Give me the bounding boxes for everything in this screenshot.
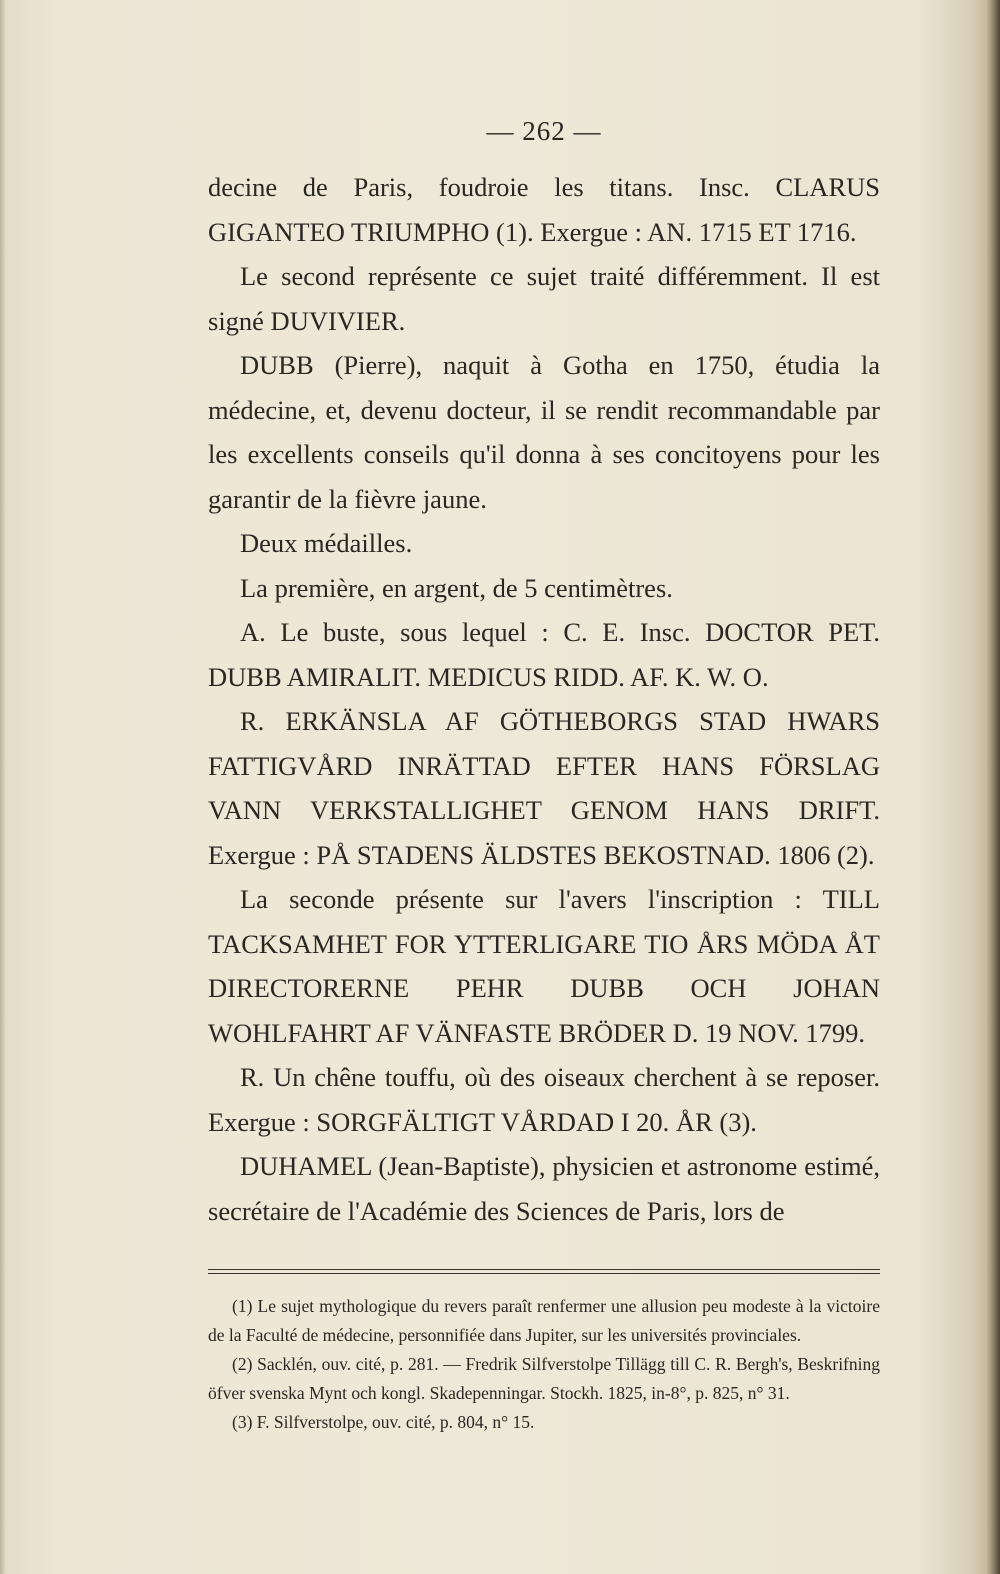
page-left-shadow (0, 0, 6, 1574)
footnote-2: (2) Sacklén, ouv. cité, p. 281. — Fredrik Silfverstolpe Tillägg till C. R. Bergh's, Beskrifning öfver svenska Mynt och kongl. Skadepenningar. Stockh. 1825, in-8°, p. 825, n° 31. (208, 1354, 880, 1403)
page-content (208, 116, 880, 1437)
paragraph-oak-reverse: R. Un chêne touffu, où des oiseaux cherchent à se reposer. Exergue : SORGFÄLTIGT VÅRDAD I 20. ÅR (3). (208, 1062, 880, 1137)
entry-duhamel: DUHAMEL (Jean-Baptiste), physicien et astronome estimé, secrétaire de l'Académie des Sciences de Paris, lors de (208, 1151, 880, 1226)
footnote-3: (3) F. Silfverstolpe, ouv. cité, p. 804, n° 15. (232, 1412, 535, 1432)
paragraph-obverse: A. Le buste, sous lequel : C. E. Insc. DOCTOR PET. DUBB AMIRALIT. MEDICUS RIDD. AF. K. W. O. (208, 617, 880, 692)
paragraph-second-medal: Le second représente ce sujet traité différemment. Il est signé DUVIVIER. (208, 261, 880, 336)
paragraph-second-inscription: La seconde présente sur l'avers l'inscription : TILL TACKSAMHET FOR YTTERLIGARE TIO ÅRS MÖDA ÅT DIRECTORERNE PEHR DUBB OCH JOHAN WOHLFAHRT AF VÄNFASTE BRÖDER D. 19 NOV. 1799. (208, 884, 880, 1048)
paragraph-two-medals: Deux médailles. (240, 528, 413, 558)
page-right-shadow (986, 0, 1000, 1574)
paragraph-titans: decine de Paris, foudroie les titans. Insc. CLARUS GIGANTEO TRIUMPHO (1). Exergue : AN. 1715 ET 1716. (208, 172, 880, 247)
footnote-rule (208, 1269, 880, 1274)
paragraph-reverse: R. ERKÄNSLA AF GÖTHEBORGS STAD HWARS FATTIGVÅRD INRÄTTAD EFTER HANS FÖRSLAG VANN VERKSTALLIGHET GENOM HANS DRIFT. Exergue : PÅ STADENS ÄLDSTES BEKOSTNAD. 1806 (2). (208, 706, 880, 870)
paragraph-first-medal: La première, en argent, de 5 centimètres. (240, 572, 673, 603)
footnote-1: (1) Le sujet mythologique du revers paraît renfermer une allusion peu modeste à la victoire de la Faculté de médecine, personnifiée dans Jupiter, sur les universités provinciales. (208, 1296, 880, 1345)
entry-dubb: DUBB (Pierre), naquit à Gotha en 1750, étudia la médecine, et, devenu docteur, il se rendit recommandable par les excellents conseils qu'il donna à ses concitoyens pour les garantir de la fièvre jaune. (208, 350, 880, 514)
page-number: — 262 — (486, 116, 602, 146)
